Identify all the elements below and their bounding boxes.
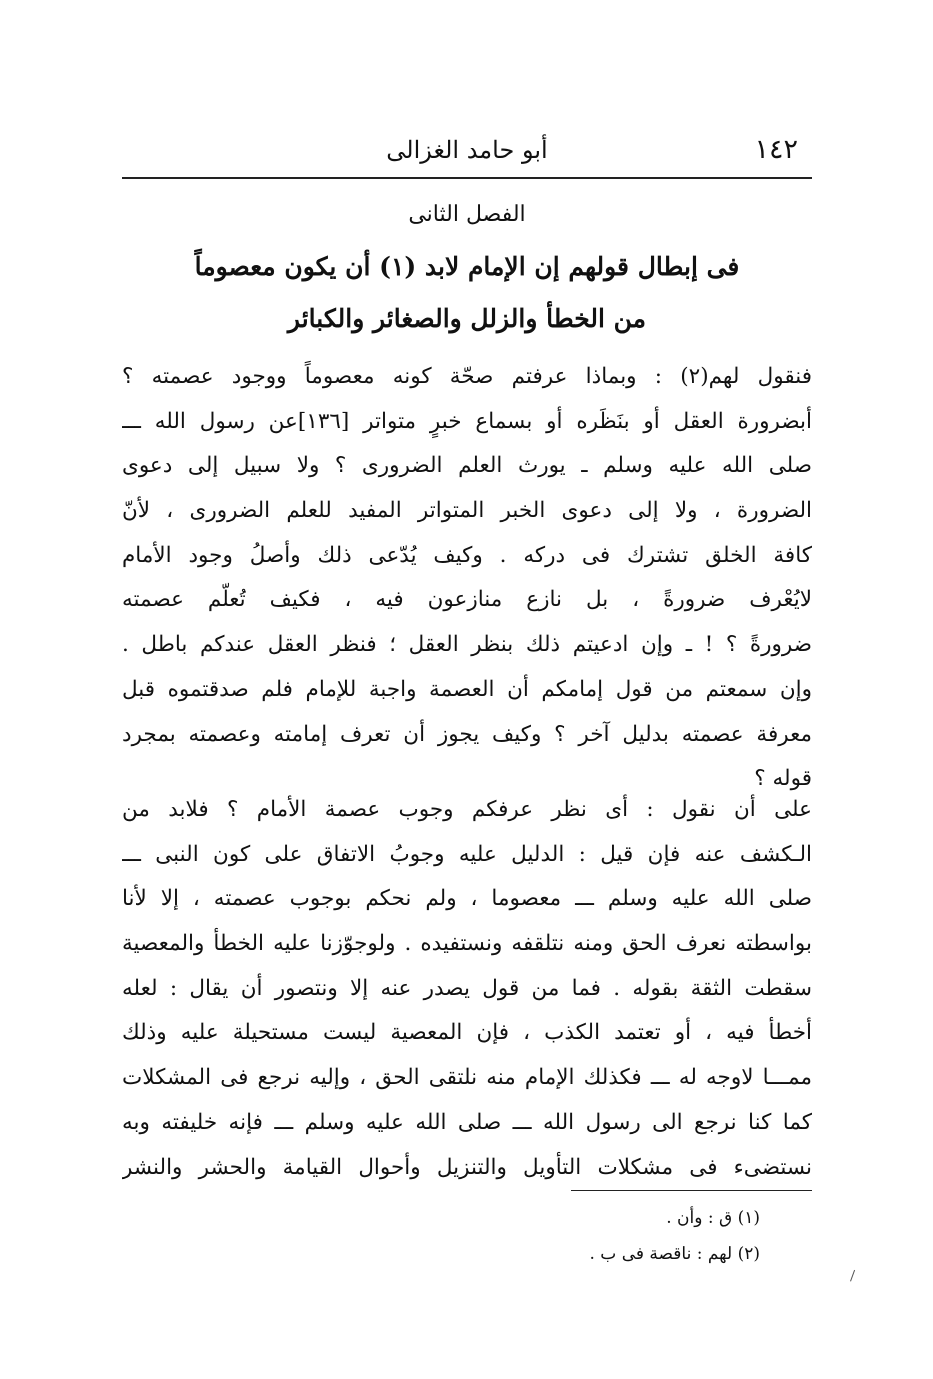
footnote-1: (١) ق : وأن . xyxy=(666,1208,760,1228)
text-line: على أن نقول : أى نظر عرفكم وجوب عصمة الأمام ؟ فلابد من xyxy=(122,797,812,822)
text-line: كافة الخلق تشترك فى دركه . وكيف يُدّعى ذلك وأصلُ وجود الأمام xyxy=(122,542,812,568)
running-title: أبو حامد الغزالى xyxy=(386,136,548,164)
chapter-heading-line-2: من الخطأ والزلل والصغائر والكبائر xyxy=(287,304,647,333)
text-line: بواسطته نعرف الحق ومنه نتلقفه ونستفيده . ولوجوّزنا عليه الخطأ والمعصية xyxy=(122,931,812,957)
text-line: سقطت الثقة بقوله . فما من قول يصدر عنه إلا ونتصور أن يقال : لعله xyxy=(122,975,812,1001)
text-line: صلى الله عليه وسلم ـ يورث العلم الضرورى ؟ ولا سبيل إلى دعوى xyxy=(122,453,812,479)
text-line: ضرورةً ؟ ! ـ وإن ادعيتم ذلك بنظر العقل ؛ فنظر العقل عندكم باطل . xyxy=(122,632,812,658)
text-line: فنقول لهم(٢) : وبماذا عرفتم صحّة كونه معصوماً ووجود عصمته ؟ xyxy=(122,364,812,389)
header-rule xyxy=(122,177,812,179)
text-line: ممـــا لاوجه له ـــ فكذلك الإمام منه نلتقى الحق ، وإليه نرجع فى المشكلات xyxy=(122,1065,812,1091)
footnotes xyxy=(400,1200,760,1272)
text-line: صلى الله عليه وسلم ـــ معصوما ، ولم نحكم بوجوب عصمته ، إلا لأنا xyxy=(122,886,812,912)
text-line: أبضرورة العقل أو بنَظَره أو بسماع خبرٍ متواتر [١٣٦]عن رسول الله ـــ xyxy=(122,408,812,434)
text-line: الضرورة ، ولا إلى دعوى الخبر المتواتر المفيد للعلم الضرورى ، لأنّ xyxy=(122,498,812,524)
chapter-heading-line-1: فى إبطال قولهم إن الإمام لابد (١) أن يكون معصوماً xyxy=(194,252,740,281)
paragraph-1 xyxy=(122,355,812,802)
page-header xyxy=(122,128,812,168)
chapter-label: الفصل الثانى xyxy=(408,202,526,227)
text-line: أخطأ فيه ، أو تعتمد الكذب ، فإن المعصية ليست مستحيلة عليه وذلك xyxy=(122,1020,812,1046)
text-line: نستضىء فى مشكلات التأويل والتنزيل وأحوال القيامة والحشر والنشر xyxy=(122,1154,812,1180)
footnote-2: (٢) لهم : ناقصة فى ب . xyxy=(589,1244,760,1264)
text-line: كما كنا نرجع الى رسول الله ـــ صلى الله عليه وسلم ـــ فإنه خليفته وبه xyxy=(122,1109,812,1135)
text-line: قوله ؟ xyxy=(754,766,812,792)
text-line: لايُعْرف ضرورةً ، بل نازع منازعون فيه ، فكيف تُعلّم عصمته xyxy=(122,587,812,613)
text-line: وإن سمعتم من قول إمامكم أن العصمة واجبة للإمام فلم صدقتموه قبل xyxy=(122,676,812,702)
page-number: ١٤٢ xyxy=(754,134,798,165)
text-line: معرفة عصمته بدليل آخر ؟ وكيف يجوز أن تعرف إمامته وعصمته بمجرد xyxy=(122,721,812,747)
text-line: الـكشف عنه فإن قيل : الدليل عليه وجوبُ الاتفاق على كون النبى ـــ xyxy=(122,841,812,867)
footnote-rule xyxy=(571,1190,812,1191)
paragraph-2 xyxy=(122,788,812,1190)
scan-speck xyxy=(850,1270,857,1282)
